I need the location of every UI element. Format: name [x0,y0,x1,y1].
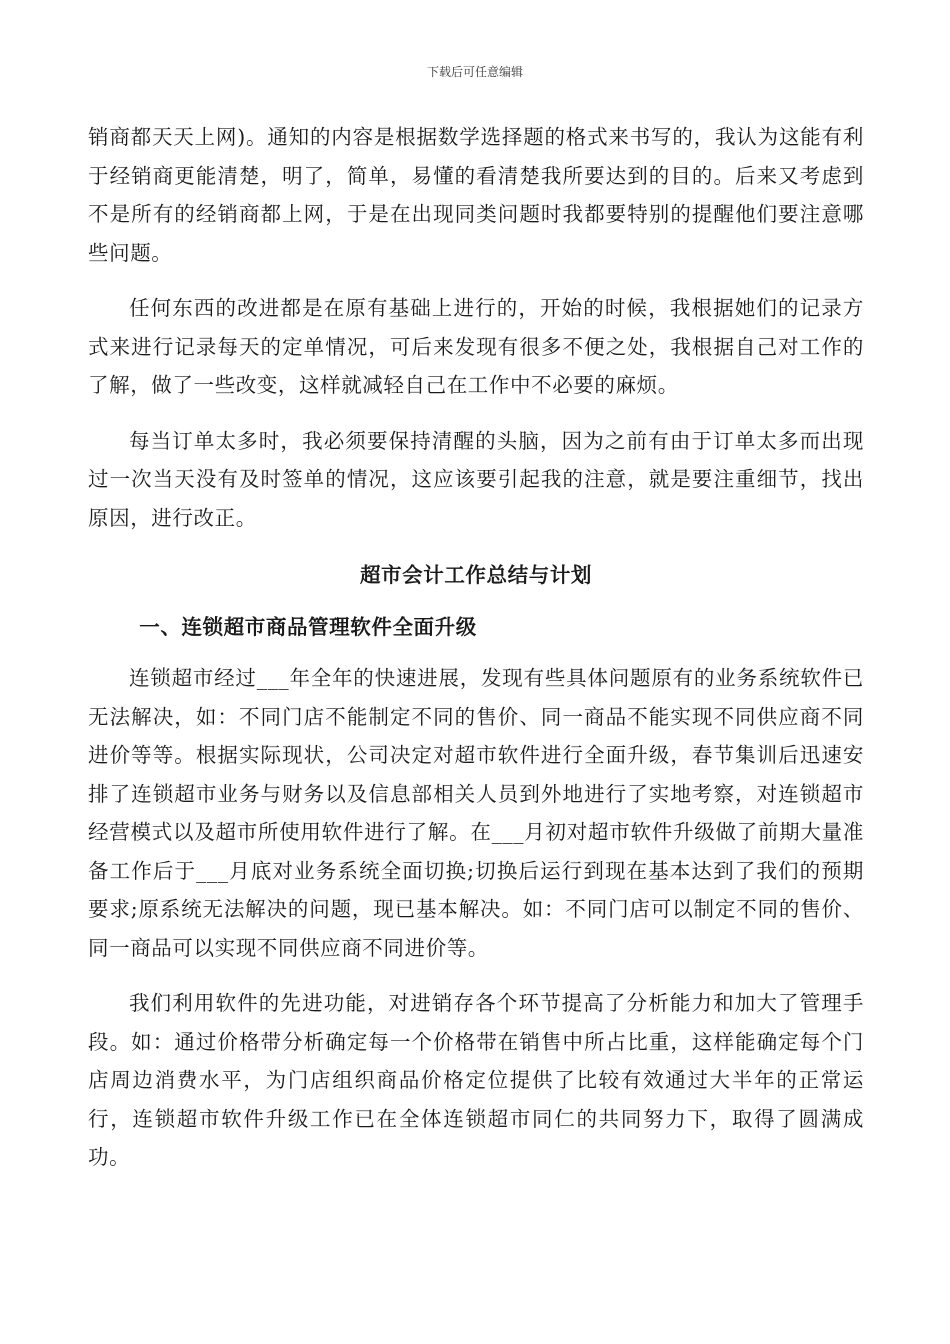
paragraph-continuation: 销商都天天上网)。通知的内容是根据数学选择题的格式来书写的，我认为这能有利于经销商更能清楚，明了，简单，易懂的看清楚我所要达到的目的。后来又考虑到不是所有的经销商都上网，于是在出现同类问题时我都要特别的提醒他们要注意哪些问题。 [88,125,864,265]
page-header: 下载后可任意编辑 [426,65,523,79]
paragraph-software-upgrade: 连锁超市经过___年全年的快速进展，发现有些具体问题原有的业务系统软件已无法解决，如：不同门店不能制定不同的售价、同一商品不能实现不同供应商不同进价等等。根据实际现状，公司决定对超市软件进行全面升级，春节集训后迅速安排了连锁超市业务与财务以及信息部相关人员到外地进行了实地考察，对连锁超市经营模式以及超市所使用软件进行了解。在___月初对超市软件升级做了前期大量准备工作后于___月底对业务系统全面切换;切换后运行到现在基本达到了我们的预期要求;原系统无法解决的问题，现已基本解决。如：不同门店可以制定不同的售价、同一商品可以实现不同供应商不同进价等。 [88,666,864,960]
document-title: 超市会计工作总结与计划 [359,563,593,587]
paragraph-improvement: 任何东西的改进都是在原有基础上进行的，开始的时候，我根据她们的记录方式来进行记录每天的定单情况，可后来发现有很多不便之处，我根据自己对工作的了解，做了一些改变，这样就减轻自己在工作中不必要的麻烦。 [88,296,864,397]
document-body [88,118,864,1177]
section-heading: 一、连锁超市商品管理软件全面升级 [139,614,477,639]
paragraph-software-features: 我们利用软件的先进功能，对进销存各个环节提高了分析能力和加大了管理手段。如：通过价格带分析确定每一个价格带在销售中所占比重，这样能确定每个门店周边消费水平，为门店组织商品价格定位提供了比较有效通过大半年的正常运行，连锁超市软件升级工作已在全体连锁超市同仁的共同努力下，取得了圆满成功。 [88,991,864,1169]
paragraph-orders: 每当订单太多时，我必须要保持清醒的头脑，因为之前有由于订单太多而出现过一次当天没有及时签单的情况，这应该要引起我的注意，就是要注重细节，找出原因，进行改正。 [88,428,864,530]
